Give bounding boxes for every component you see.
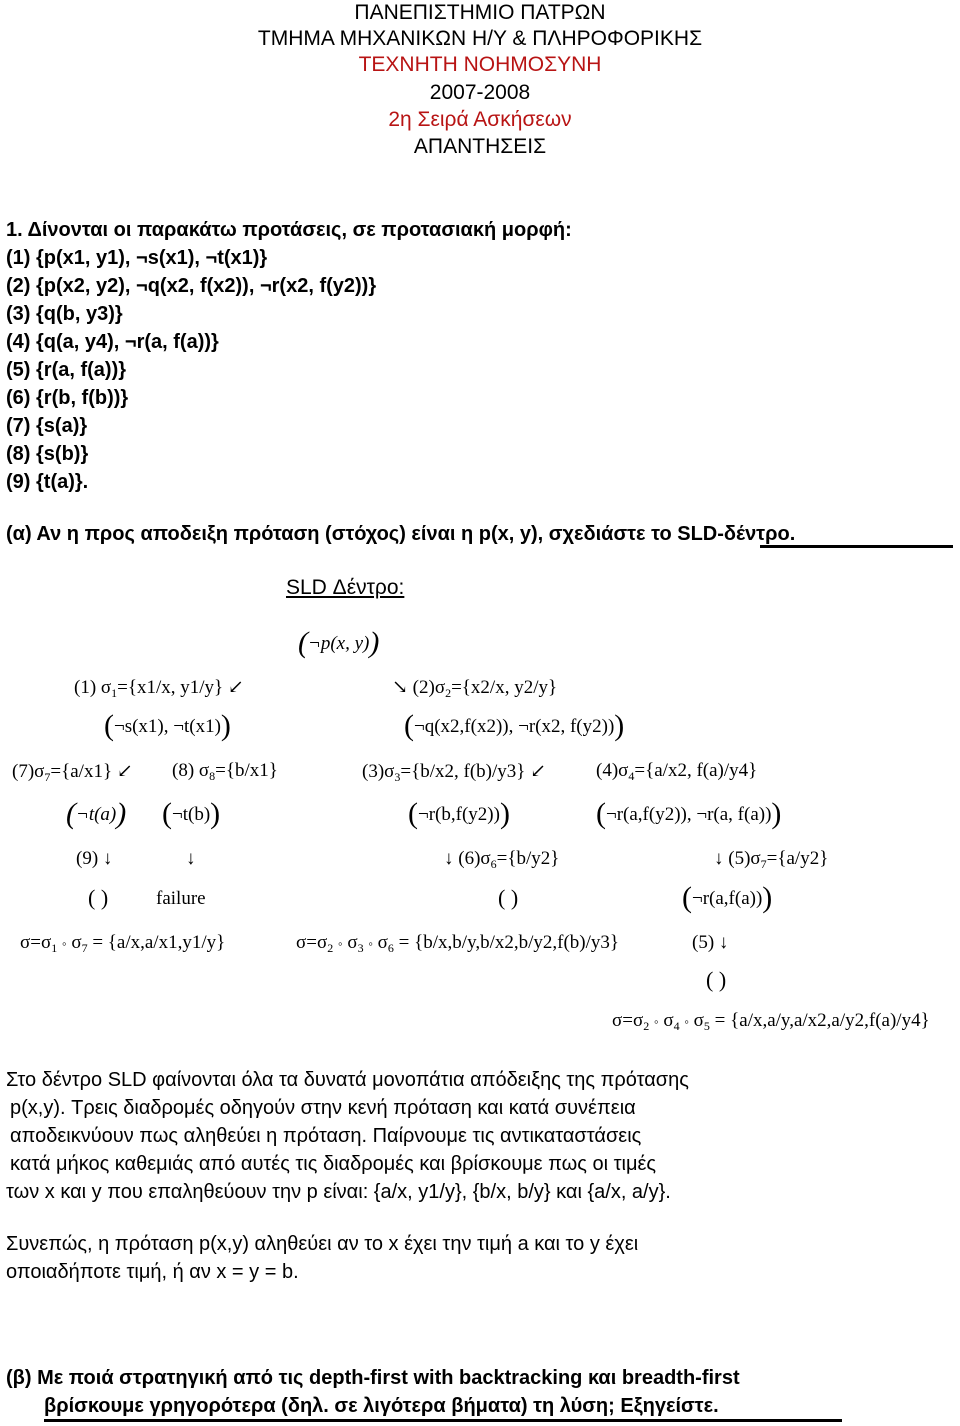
branch-4-label: $(4)\sigma_4=\{a/x2$, f(a)/y4} (596, 760, 758, 783)
node-5: (¬r(a,f(a))) (682, 881, 773, 914)
compose-icon: ◦ (337, 936, 343, 951)
conclusion-line-1: Συνεπώς, η πρόταση p(x,y) αληθεύει αν το x έχει την τιμή a και το y έχει (6, 1233, 639, 1255)
paren-open: ( (298, 626, 308, 659)
clause-3: (3) {q(b, y3)} (6, 303, 123, 325)
clause-8: (8) {s(b)} (6, 443, 89, 465)
branch-5-label: ↓ $(5)\sigma_7=\{a/y2\}$ (714, 848, 829, 871)
down-arrow-icon: ↓ (718, 932, 729, 953)
node-1: (¬s(x1), ¬t(x1)) (104, 709, 231, 742)
university-title: ΠΑΝΕΠΙΣΤΗΜΙΟ ΠΑΤΡΩΝ (354, 1, 606, 24)
node-8: (¬t(b)) (162, 797, 221, 830)
branch-6-label: ↓ $(6)\sigma_6=\{b/y2\}$ (444, 848, 560, 871)
answers-title: ΑΠΑΝΤΗΣΕΙΣ (413, 135, 547, 158)
substitution-path-2: $\sigma=\sigma_2$ ◦ $\sigma_3$ ◦ $\sigma_6 = \{b/x,b/y,b/x2,b/y2,f(b)/y3\}$ (296, 932, 620, 955)
clause-7: (7) {s(a)} (6, 415, 88, 437)
tree-root (298, 626, 380, 659)
part-b-question-line-2: βρίσκουμε γρηγορότερα (δηλ. σε λιγότερα βήματα) τη λύση; Εξηγείστε. (44, 1395, 719, 1417)
empty-clause-1: ( ) (88, 885, 109, 910)
clause-1: (1) {p(x1, y1), ¬s(x1), ¬t(x1)} (6, 247, 268, 269)
down-arrow-icon: ↓ (102, 848, 113, 869)
explanation-line-4: κατά μήκος καθεμιάς από αυτές τις διαδρομές και βρίσκουμε πως οι τιμές (10, 1153, 657, 1175)
exercise-series: 2η Σειρά Ασκήσεων (388, 108, 572, 131)
node-3: (¬r(b,f(y2))) (408, 797, 510, 830)
empty-clause-2: ( ) (498, 885, 519, 910)
explanation-line-2: p(x,y). Τρεις διαδρομές οδηγούν στην κενή πρόταση και κατά συνέπεια (10, 1097, 636, 1119)
branch-1-label: (1) $\sigma_1=\{x1/x$, y1/y} ↙ (74, 677, 244, 700)
branch-9-label: (9) ↓ (76, 848, 113, 869)
clause-2: (2) {p(x2, y2), ¬q(x2, f(x2)), ¬r(x2, f(y2))} (6, 275, 377, 297)
branch-2-label: ↘ $(2)\sigma_2=\{x2/x$, y2/y} (392, 677, 558, 700)
empty-clause-3: ( ) (706, 967, 727, 992)
left-arrow-icon: ↙ (530, 761, 547, 782)
compose-icon: ◦ (653, 1014, 659, 1029)
part-a-rule (760, 545, 953, 548)
branch-7-label: $(7)\sigma_7=\{a/x1\}$ ↙ (12, 761, 133, 784)
down-arrow-icon: ↓ (444, 848, 454, 869)
clause-9: (9) {t(a)}. (6, 471, 89, 493)
compose-icon: ◦ (684, 1014, 689, 1029)
paren-close: ) (369, 626, 380, 659)
clause-6: (6) {r(b, f(b))} (6, 387, 129, 409)
left-arrow-icon: ↙ (227, 677, 244, 698)
substitution-path-3: $\sigma=\sigma_2$ ◦ $\sigma_4$ ◦ $\sigma_5 = \{a/x,a/y,a/x2,a/y2,f(a)/y4\}$ (612, 1010, 930, 1033)
node-7: (¬t(a)) (66, 797, 127, 830)
down-arrow-icon: ↓ (186, 848, 196, 869)
branch-8-label: (8) $\sigma_8=\{b/x1\}$ (172, 760, 278, 783)
clause-4: (4) {q(a, y4), ¬r(a, f(a))} (6, 331, 219, 353)
branch-5b-label: (5) ↓ (692, 932, 729, 953)
part-b-question-line-1: (β) Με ποιά στρατηγική από τις depth-first with backtracking και breadth-first (6, 1367, 740, 1389)
node-2: (¬q(x2,f(x2)), ¬r(x2, f(y2))) (404, 709, 625, 742)
academic-year: 2007-2008 (429, 81, 531, 104)
explanation-line-1: Στο δέντρο SLD φαίνονται όλα τα δυνατά μονοπάτια απόδειξης της πρότασης (6, 1069, 689, 1091)
conclusion-line-2: οποιαδήποτε τιμή, ή αν x = y = b. (6, 1261, 299, 1283)
branch-3-label: $(3)\sigma_3=\{b/x2$, f(b)/y3} ↙ (362, 761, 547, 784)
down-arrow-icon: ↓ (714, 848, 724, 869)
tree-title: SLD Δέντρο: (286, 576, 405, 599)
root-goal: ¬p(x, y) (308, 633, 370, 654)
node-4: (¬r(a,f(y2)), ¬r(a, f(a))) (596, 797, 782, 830)
failure-label: failure (156, 888, 206, 909)
substitution-path-1: $\sigma=\sigma_1$ ◦ $\sigma_7 = \{a/x,a/x1,y1/y\}$ (20, 932, 226, 955)
explanation-line-3: αποδεικνύουν πως αληθεύει η πρόταση. Παίρνουμε τις αντικαταστάσεις (10, 1125, 642, 1147)
question-1-intro: 1. Δίνονται οι παρακάτω προτάσεις, σε προτασιακή μορφή: (6, 219, 572, 241)
right-arrow-icon: ↘ (392, 677, 408, 698)
department-title: ΤΜΗΜΑ ΜΗΧΑΝΙΚΩΝ Η/Υ & ΠΛΗΡΟΦΟΡΙΚΗΣ (257, 27, 703, 50)
compose-icon: ◦ (368, 936, 373, 951)
branch-8-arrow (186, 848, 196, 870)
explanation-line-5: των x και y που επαληθεύουν την p είναι: {a/x, y1/y}, {b/x, b/y} και {a/x, a/y}. (6, 1181, 671, 1203)
left-arrow-icon: ↙ (116, 761, 133, 782)
part-a-question: (α) Αν η προς αποδειξη πρόταση (στόχος) είναι η p(x, y), σχεδιάστε το SLD-δέντρο. (6, 523, 796, 545)
compose-icon: ◦ (61, 936, 67, 951)
clause-5: (5) {r(a, f(a))} (6, 359, 127, 381)
part-b-rule (44, 1419, 842, 1422)
course-title: ΤΕΧΝΗΤΗ ΝΟΗΜΟΣΥΝΗ (358, 53, 602, 76)
